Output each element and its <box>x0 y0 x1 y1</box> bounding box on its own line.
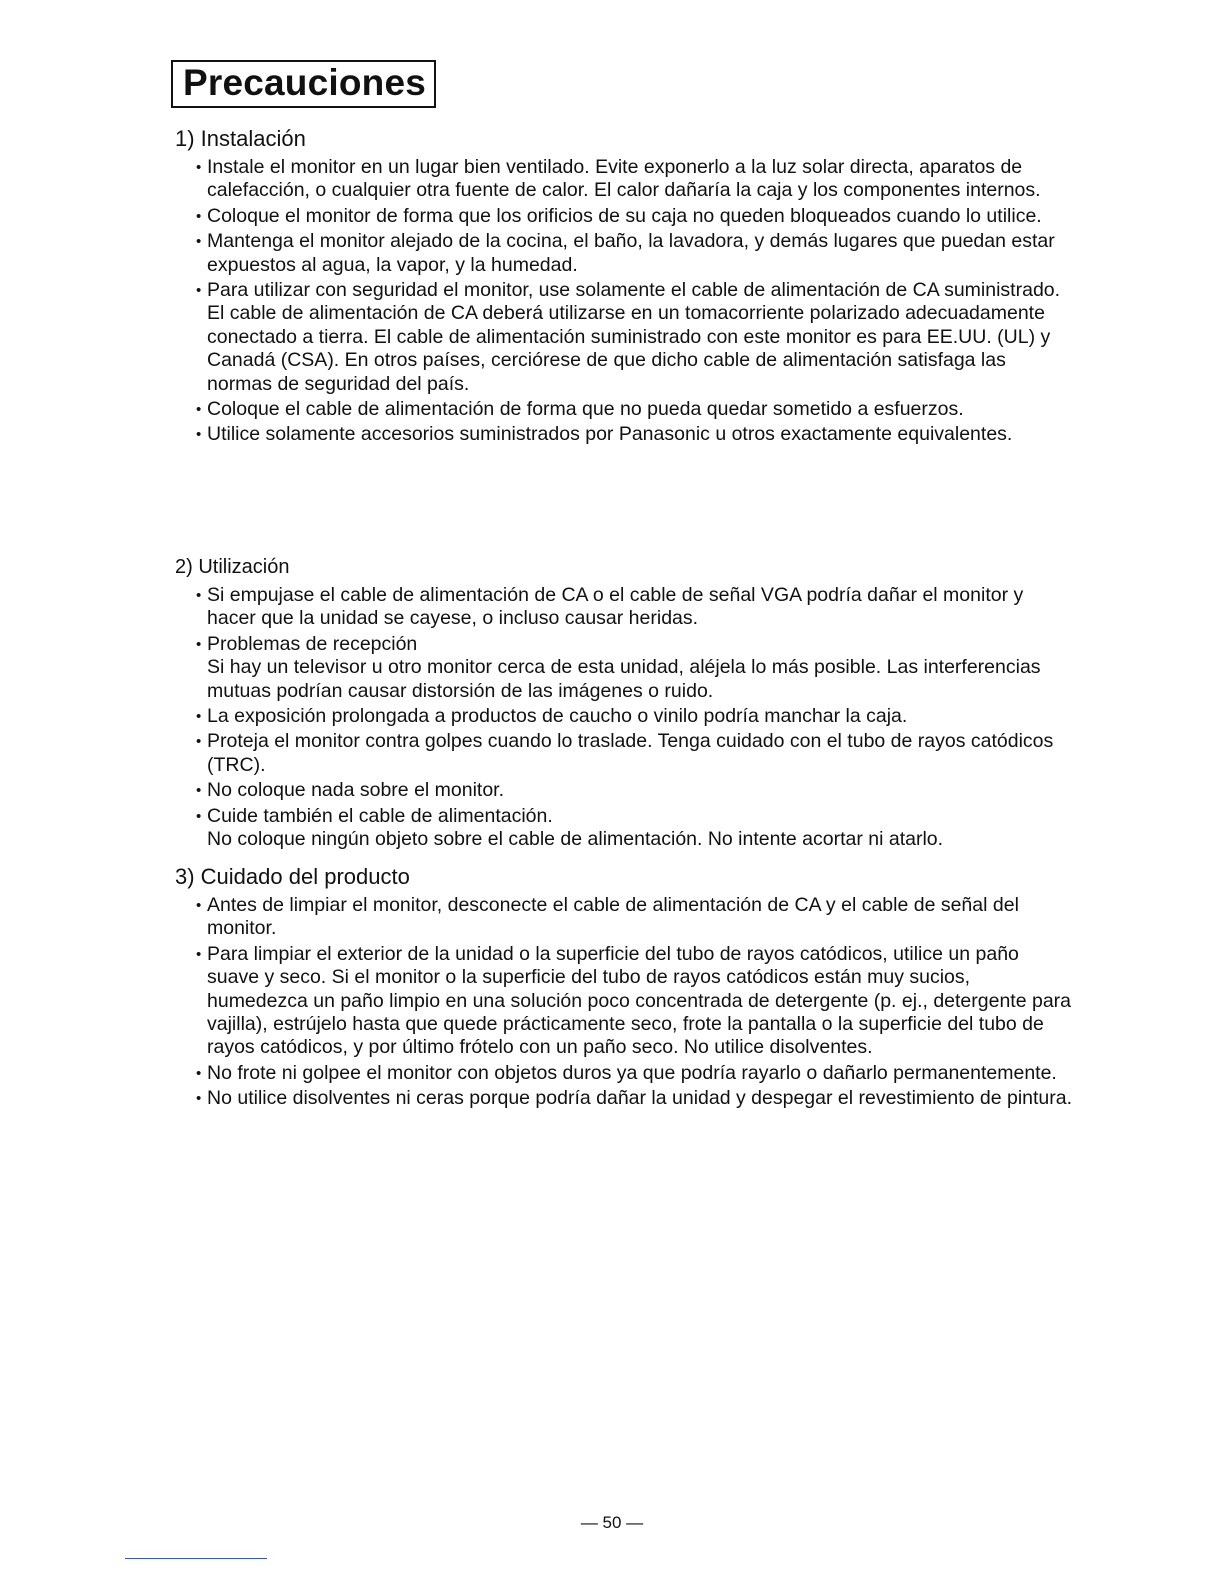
list-item: • Coloque el monitor de forma que los orificios de su caja no queden bloqueados cuando lo utilice. <box>175 205 1075 228</box>
bullet-list <box>175 156 1075 447</box>
list-item: • Antes de limpiar el monitor, desconecte el cable de alimentación de CA y el cable de señal del monitor. <box>175 894 1075 941</box>
list-item: • No utilice disolventes ni ceras porque podría dañar la unidad y despegar el revestimiento de pintura. <box>175 1087 1075 1110</box>
section-heading: 2) Utilización <box>175 556 290 578</box>
page-title: Precauciones <box>171 60 436 108</box>
section-utilizacion <box>175 554 1075 853</box>
page-number: — 50 — <box>580 1513 644 1532</box>
list-item: • Proteja el monitor contra golpes cuando lo traslade. Tenga cuidado con el tubo de rayos catódicos (TRC). <box>175 730 1075 777</box>
section-heading: 1) Instalación <box>175 126 306 151</box>
bullet-list <box>175 894 1075 1111</box>
list-item-detail: No coloque ningún objeto sobre el cable de alimentación. No intente acortar ni atarlo. <box>207 828 944 851</box>
list-item-text: Problemas de recepción <box>207 632 418 655</box>
list-item: • Para limpiar el exterior de la unidad o la superficie del tubo de rayos catódicos, utilice un paño suave y seco. Si el monitor o la superficie del tubo de rayos catódicos están muy sucios, humedezca un paño limpio en una solución poco concentrada de detergente (p. ej., detergente para vajilla), estrújelo hasta que quede prácticamente seco, frote la pantalla o la superficie del tubo de rayos catódicos, y por último frótelo con un paño seco. No utilice disolventes. <box>175 943 1075 1060</box>
list-item: • Instale el monitor en un lugar bien ventilado. Evite exponerlo a la luz solar directa, aparatos de calefacción, o cualquier otra fuente de calor. El calor dañaría la caja y los componentes internos. <box>175 156 1075 203</box>
bullet-list <box>175 584 1075 851</box>
list-item <box>175 633 1075 703</box>
list-item: • No coloque nada sobre el monitor. <box>175 779 1075 802</box>
list-item: • Coloque el cable de alimentación de forma que no pueda quedar sometido a esfuerzos. <box>175 398 1075 421</box>
list-item: • No frote ni golpee el monitor con objetos duros ya que podría rayarlo o dañarlo permanentemente. <box>175 1062 1075 1085</box>
footer-rule <box>125 1558 267 1559</box>
list-item-detail: Si hay un televisor u otro monitor cerca de esta unidad, aléjela lo más posible. Las interferencias mutuas podrían causar distorsión de las imágenes o ruido. <box>207 656 1041 702</box>
section-cuidado-producto <box>175 864 1075 1113</box>
list-item: • Mantenga el monitor alejado de la cocina, el baño, la lavadora, y demás lugares que puedan estar expuestos al agua, la vapor, y la humedad. <box>175 230 1075 277</box>
section-instalacion <box>175 126 1075 449</box>
section-heading: 3) Cuidado del producto <box>175 864 410 889</box>
list-item <box>175 805 1075 852</box>
list-item: • Utilice solamente accesorios suministrados por Panasonic u otros exactamente equivalentes. <box>175 423 1075 446</box>
list-item-text: Cuide también el cable de alimentación. <box>207 804 553 827</box>
list-item: • La exposición prolongada a productos de caucho o vinilo podría manchar la caja. <box>175 705 1075 728</box>
list-item: • Si empujase el cable de alimentación de CA o el cable de señal VGA podría dañar el monitor y hacer que la unidad se cayese, o incluso causar heridas. <box>175 584 1075 631</box>
list-item: • Para utilizar con seguridad el monitor, use solamente el cable de alimentación de CA suministrado. El cable de alimentación de CA deberá utilizarse en un tomacorriente polarizado adecuadamente conectado a tierra. El cable de alimentación suministrado con este monitor es para EE.UU. (UL) y Canadá (CSA). En otros países, cerciórese de que dicho cable de alimentación satisfaga las normas de seguridad del país. <box>175 279 1075 396</box>
